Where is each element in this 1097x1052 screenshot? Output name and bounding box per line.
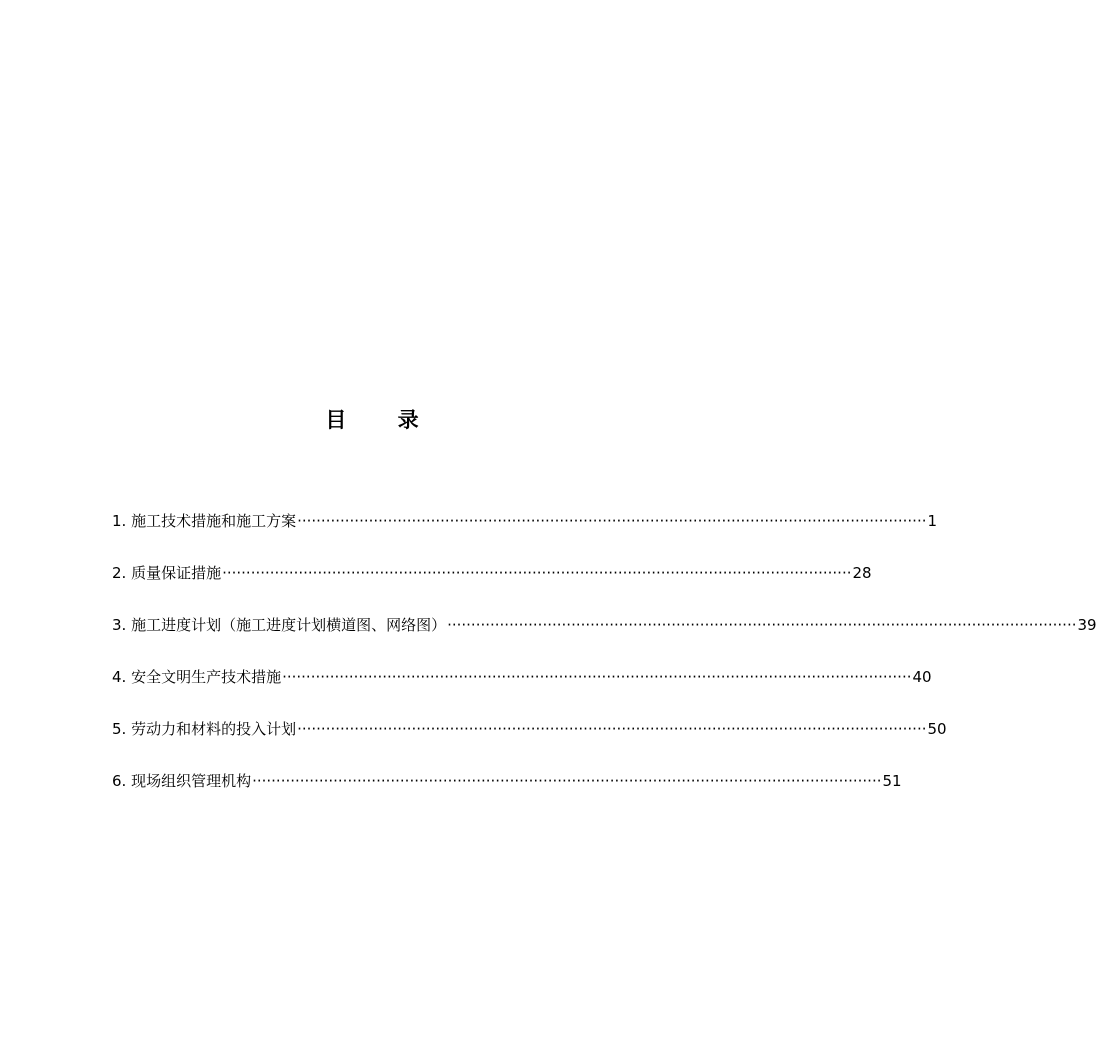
toc-entry[interactable] xyxy=(112,560,872,612)
toc-entry[interactable] xyxy=(112,508,938,560)
toc-entry-label: 4. 安全文明生产技术措施 xyxy=(112,668,282,686)
toc-page-number: 51 xyxy=(882,772,902,790)
table-of-contents xyxy=(112,508,1097,820)
toc-page-number: 40 xyxy=(912,668,932,686)
toc-entry-label: 6. 现场组织管理机构 xyxy=(112,772,252,790)
toc-entry[interactable] xyxy=(112,612,1097,664)
toc-dot-leader: ···································································································································· xyxy=(222,564,852,582)
toc-entry-label: 5. 劳动力和材料的投入计划 xyxy=(112,720,297,738)
toc-title: 目 录 xyxy=(325,408,441,432)
toc-entry[interactable] xyxy=(112,768,902,820)
toc-page-number: 28 xyxy=(852,564,872,582)
toc-page-number: 39 xyxy=(1077,616,1097,634)
toc-entry-label: 2. 质量保证措施 xyxy=(112,564,222,582)
toc-entry-label: 3. 施工进度计划（施工进度计划横道图、网络图） xyxy=(112,616,447,634)
toc-entry[interactable] xyxy=(112,664,932,716)
toc-dot-leader: ···································································································································· xyxy=(282,668,912,686)
toc-dot-leader: ···································································································································· xyxy=(297,512,927,530)
toc-entry-label: 1. 施工技术措施和施工方案 xyxy=(112,512,297,530)
toc-dot-leader: ···································································································································· xyxy=(447,616,1077,634)
toc-dot-leader: ···································································································································· xyxy=(297,720,927,738)
toc-page-number: 50 xyxy=(927,720,947,738)
toc-dot-leader: ···································································································································· xyxy=(252,772,882,790)
toc-entry[interactable] xyxy=(112,716,947,768)
toc-page-number: 1 xyxy=(927,512,938,530)
